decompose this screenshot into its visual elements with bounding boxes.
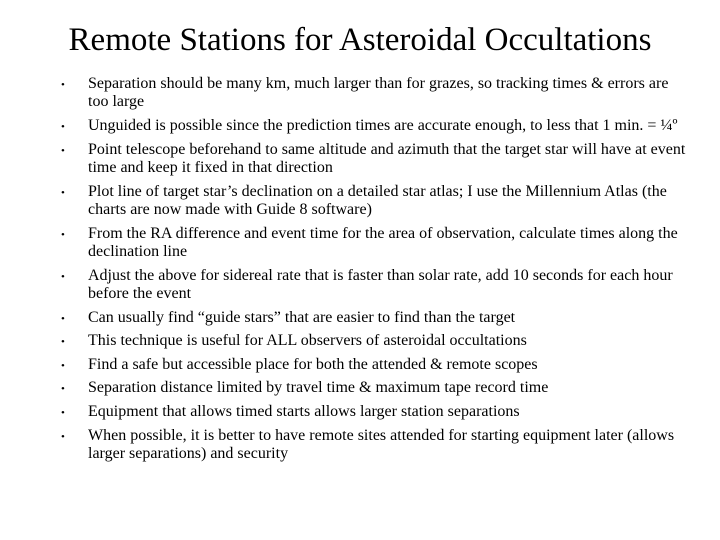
bullet-icon: • [61,79,65,91]
list-item-text: Separation distance limited by travel time & maximum tape record time [88,379,549,397]
bullet-icon: • [61,186,65,199]
list-item [0,332,720,350]
list-item-text: Equipment that allows timed starts allows larger station separations [88,402,520,420]
list-item [0,225,720,262]
bullet-icon: • [61,121,65,133]
list-item [0,427,720,464]
list-item-text: Point telescope beforehand to same altitude and azimuth that the target star will have at event time and keep it fixed in that direction [88,140,686,176]
list-item [0,267,720,304]
bullet-icon: • [61,430,65,443]
bullet-icon: • [61,383,65,396]
list-item [0,379,720,397]
list-item [0,75,720,112]
list-item-text: Separation should be many km, much larger than for grazes, so tracking times & errors are too large [88,75,669,111]
list-item [0,309,720,327]
list-item-text: Find a safe but accessible place for both the attended & remote scopes [88,355,538,373]
list-item [0,403,720,421]
list-item-text: Can usually find “guide stars” that are easier to find than the target [88,308,516,326]
list-item-text: This technique is useful for ALL observers of asteroidal occultations [88,332,527,350]
bullet-list [0,75,720,469]
list-item-text: Unguided is possible since the prediction times are accurate enough, to less that 1 min. = ¼º [88,117,678,134]
bullet-icon: • [61,312,65,325]
list-item [0,117,720,135]
bullet-icon: • [61,336,65,349]
list-item [0,356,720,374]
list-item-text: When possible, it is better to have remote sites attended for starting equipment later (allows larger separations) and security [88,426,675,462]
bullet-icon: • [61,359,65,372]
list-item [0,141,720,178]
list-item-text: Plot line of target star’s declination on a detailed star atlas; I use the Millennium Atlas (the charts are now made with Guide 8 software) [88,182,667,218]
bullet-icon: • [61,144,65,157]
list-item-text: From the RA difference and event time for the area of observation, calculate times along the declination line [88,224,678,260]
slide-title: Remote Stations for Asteroidal Occultations [68,22,652,58]
list-item [0,183,720,220]
bullet-icon: • [61,406,65,419]
bullet-icon: • [61,270,65,283]
list-item-text: Adjust the above for sidereal rate that is faster than solar rate, add 10 seconds for each hour before the event [88,266,673,302]
bullet-icon: • [61,228,65,241]
